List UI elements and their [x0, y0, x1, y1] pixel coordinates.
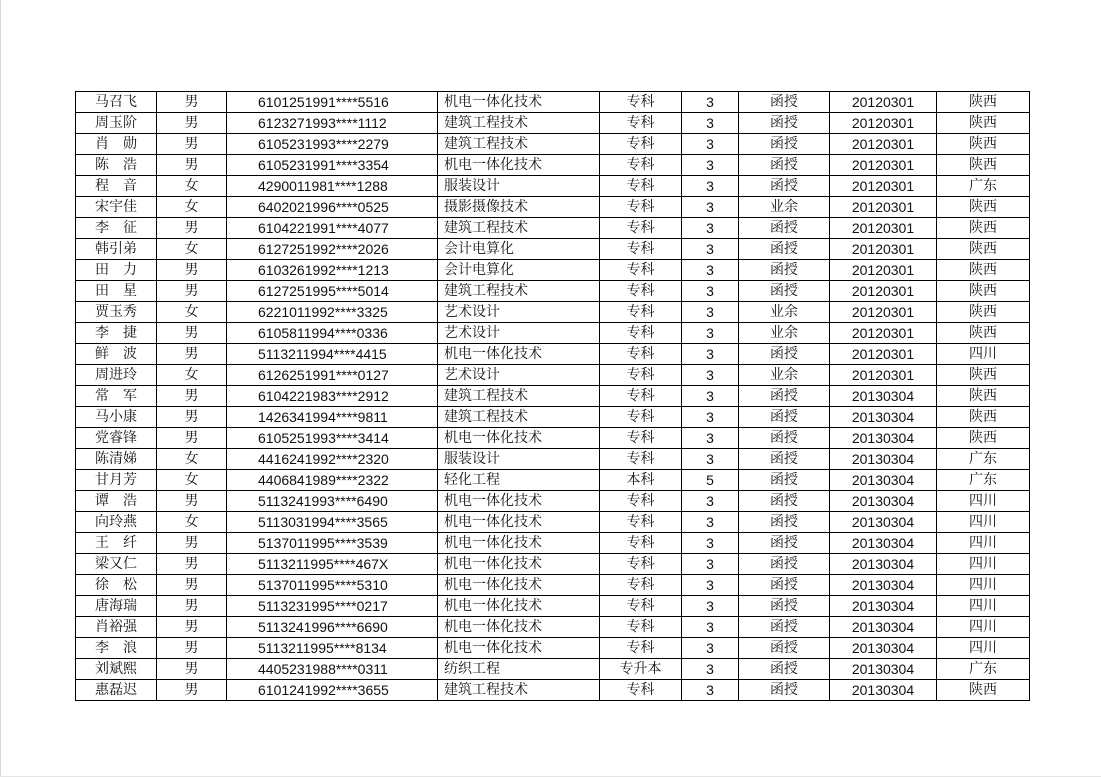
gender-cell: 女	[157, 239, 227, 260]
student-name: 田 星	[76, 281, 157, 302]
study-years-cell: 3	[682, 512, 739, 533]
major-cell: 机电一体化技术	[438, 491, 600, 512]
study-years-cell: 3	[682, 638, 739, 659]
study-years-cell: 3	[682, 155, 739, 176]
education-level-cell: 专科	[600, 428, 682, 449]
table-row	[76, 176, 1030, 197]
enrollment-date-cell: 20120301	[830, 281, 937, 302]
province-cell: 陕西	[937, 197, 1030, 218]
study-mode-cell: 函授	[739, 554, 830, 575]
study-mode-cell: 函授	[739, 134, 830, 155]
education-level-cell: 专科	[600, 92, 682, 113]
id-number-cell: 6123271993****1112	[227, 113, 438, 134]
id-number-cell: 6402021996****0525	[227, 197, 438, 218]
education-level-cell: 专科	[600, 617, 682, 638]
student-name: 常 军	[76, 386, 157, 407]
id-number-cell: 5113241993****6490	[227, 491, 438, 512]
enrollment-date-cell: 20120301	[830, 155, 937, 176]
gender-cell: 男	[157, 617, 227, 638]
education-level-cell: 专科	[600, 680, 682, 701]
study-years-cell: 3	[682, 554, 739, 575]
student-name: 陈清娣	[76, 449, 157, 470]
education-level-cell: 专科	[600, 512, 682, 533]
enrollment-date-cell: 20130304	[830, 512, 937, 533]
enrollment-date-cell: 20130304	[830, 386, 937, 407]
student-name: 向玲燕	[76, 512, 157, 533]
province-cell: 陕西	[937, 680, 1030, 701]
major-cell: 机电一体化技术	[438, 575, 600, 596]
enrollment-date-cell: 20130304	[830, 638, 937, 659]
student-name: 周进玲	[76, 365, 157, 386]
major-cell: 机电一体化技术	[438, 617, 600, 638]
gender-cell: 男	[157, 428, 227, 449]
id-number-cell: 4406841989****2322	[227, 470, 438, 491]
gender-cell: 男	[157, 260, 227, 281]
table-row	[76, 155, 1030, 176]
enrollment-date-cell: 20120301	[830, 197, 937, 218]
gender-cell: 女	[157, 512, 227, 533]
province-cell: 广东	[937, 470, 1030, 491]
student-name: 陈 浩	[76, 155, 157, 176]
id-number-cell: 6221011992****3325	[227, 302, 438, 323]
education-level-cell: 本科	[600, 470, 682, 491]
province-cell: 陕西	[937, 323, 1030, 344]
gender-cell: 男	[157, 680, 227, 701]
study-mode-cell: 业余	[739, 323, 830, 344]
province-cell: 陕西	[937, 365, 1030, 386]
gender-cell: 女	[157, 365, 227, 386]
id-number-cell: 4416241992****2320	[227, 449, 438, 470]
major-cell: 机电一体化技术	[438, 554, 600, 575]
province-cell: 广东	[937, 176, 1030, 197]
province-cell: 四川	[937, 575, 1030, 596]
student-name: 唐海瑞	[76, 596, 157, 617]
enrollment-date-cell: 20130304	[830, 407, 937, 428]
table-row	[76, 344, 1030, 365]
study-mode-cell: 函授	[739, 344, 830, 365]
major-cell: 机电一体化技术	[438, 638, 600, 659]
gender-cell: 女	[157, 302, 227, 323]
province-cell: 广东	[937, 659, 1030, 680]
student-name: 马召飞	[76, 92, 157, 113]
student-name: 李 浪	[76, 638, 157, 659]
education-level-cell: 专科	[600, 302, 682, 323]
student-name: 甘月芳	[76, 470, 157, 491]
education-level-cell: 专科	[600, 365, 682, 386]
table-row	[76, 659, 1030, 680]
enrollment-date-cell: 20130304	[830, 659, 937, 680]
study-years-cell: 3	[682, 533, 739, 554]
student-name: 贾玉秀	[76, 302, 157, 323]
education-level-cell: 专科	[600, 218, 682, 239]
major-cell: 机电一体化技术	[438, 344, 600, 365]
education-level-cell: 专科	[600, 281, 682, 302]
province-cell: 陕西	[937, 218, 1030, 239]
study-mode-cell: 业余	[739, 365, 830, 386]
study-mode-cell: 函授	[739, 155, 830, 176]
major-cell: 轻化工程	[438, 470, 600, 491]
student-roster-table	[75, 91, 1030, 701]
enrollment-date-cell: 20120301	[830, 323, 937, 344]
table-row	[76, 365, 1030, 386]
gender-cell: 男	[157, 533, 227, 554]
study-years-cell: 3	[682, 428, 739, 449]
gender-cell: 男	[157, 659, 227, 680]
study-mode-cell: 业余	[739, 302, 830, 323]
enrollment-date-cell: 20120301	[830, 134, 937, 155]
province-cell: 陕西	[937, 302, 1030, 323]
major-cell: 建筑工程技术	[438, 281, 600, 302]
study-years-cell: 3	[682, 449, 739, 470]
major-cell: 艺术设计	[438, 302, 600, 323]
education-level-cell: 专科	[600, 323, 682, 344]
table-row	[76, 428, 1030, 449]
table-row	[76, 323, 1030, 344]
enrollment-date-cell: 20130304	[830, 680, 937, 701]
enrollment-date-cell: 20120301	[830, 113, 937, 134]
table-row	[76, 239, 1030, 260]
enrollment-date-cell: 20130304	[830, 491, 937, 512]
roster-body	[76, 92, 1030, 701]
study-years-cell: 3	[682, 218, 739, 239]
student-name: 刘斌熙	[76, 659, 157, 680]
education-level-cell: 专升本	[600, 659, 682, 680]
province-cell: 陕西	[937, 92, 1030, 113]
gender-cell: 男	[157, 491, 227, 512]
education-level-cell: 专科	[600, 491, 682, 512]
study-mode-cell: 函授	[739, 680, 830, 701]
major-cell: 会计电算化	[438, 239, 600, 260]
student-name: 韩引弟	[76, 239, 157, 260]
id-number-cell: 6105231993****2279	[227, 134, 438, 155]
major-cell: 机电一体化技术	[438, 428, 600, 449]
enrollment-date-cell: 20120301	[830, 92, 937, 113]
study-years-cell: 3	[682, 617, 739, 638]
major-cell: 机电一体化技术	[438, 155, 600, 176]
education-level-cell: 专科	[600, 449, 682, 470]
major-cell: 机电一体化技术	[438, 512, 600, 533]
id-number-cell: 1426341994****9811	[227, 407, 438, 428]
student-name: 鲜 波	[76, 344, 157, 365]
study-years-cell: 3	[682, 197, 739, 218]
study-mode-cell: 函授	[739, 575, 830, 596]
study-mode-cell: 函授	[739, 659, 830, 680]
id-number-cell: 6101251991****5516	[227, 92, 438, 113]
province-cell: 陕西	[937, 281, 1030, 302]
enrollment-date-cell: 20130304	[830, 596, 937, 617]
table-row	[76, 302, 1030, 323]
study-mode-cell: 函授	[739, 617, 830, 638]
study-mode-cell: 业余	[739, 197, 830, 218]
study-years-cell: 3	[682, 302, 739, 323]
province-cell: 四川	[937, 533, 1030, 554]
province-cell: 陕西	[937, 239, 1030, 260]
study-mode-cell: 函授	[739, 218, 830, 239]
student-name: 宋宇佳	[76, 197, 157, 218]
id-number-cell: 6105811994****0336	[227, 323, 438, 344]
enrollment-date-cell: 20120301	[830, 365, 937, 386]
major-cell: 机电一体化技术	[438, 533, 600, 554]
province-cell: 四川	[937, 554, 1030, 575]
study-years-cell: 3	[682, 281, 739, 302]
table-row	[76, 281, 1030, 302]
student-name: 李 捷	[76, 323, 157, 344]
study-years-cell: 3	[682, 260, 739, 281]
gender-cell: 男	[157, 575, 227, 596]
table-row	[76, 407, 1030, 428]
education-level-cell: 专科	[600, 113, 682, 134]
study-mode-cell: 函授	[739, 470, 830, 491]
study-mode-cell: 函授	[739, 428, 830, 449]
major-cell: 纺织工程	[438, 659, 600, 680]
study-mode-cell: 函授	[739, 281, 830, 302]
province-cell: 陕西	[937, 134, 1030, 155]
education-level-cell: 专科	[600, 155, 682, 176]
enrollment-date-cell: 20120301	[830, 302, 937, 323]
study-years-cell: 5	[682, 470, 739, 491]
student-name: 肖 勋	[76, 134, 157, 155]
table-row	[76, 533, 1030, 554]
id-number-cell: 5137011995****3539	[227, 533, 438, 554]
province-cell: 四川	[937, 491, 1030, 512]
education-level-cell: 专科	[600, 260, 682, 281]
education-level-cell: 专科	[600, 239, 682, 260]
education-level-cell: 专科	[600, 197, 682, 218]
major-cell: 服装设计	[438, 449, 600, 470]
student-name: 惠磊迟	[76, 680, 157, 701]
table-row	[76, 92, 1030, 113]
study-years-cell: 3	[682, 491, 739, 512]
major-cell: 艺术设计	[438, 323, 600, 344]
student-name: 肖裕强	[76, 617, 157, 638]
education-level-cell: 专科	[600, 575, 682, 596]
student-name: 徐 松	[76, 575, 157, 596]
table-row	[76, 470, 1030, 491]
enrollment-date-cell: 20130304	[830, 428, 937, 449]
study-mode-cell: 函授	[739, 386, 830, 407]
study-years-cell: 3	[682, 323, 739, 344]
enrollment-date-cell: 20130304	[830, 470, 937, 491]
enrollment-date-cell: 20130304	[830, 449, 937, 470]
id-number-cell: 6104221991****4077	[227, 218, 438, 239]
id-number-cell: 6105231991****3354	[227, 155, 438, 176]
study-years-cell: 3	[682, 176, 739, 197]
major-cell: 会计电算化	[438, 260, 600, 281]
study-years-cell: 3	[682, 239, 739, 260]
study-years-cell: 3	[682, 407, 739, 428]
study-years-cell: 3	[682, 386, 739, 407]
study-years-cell: 3	[682, 113, 739, 134]
major-cell: 建筑工程技术	[438, 113, 600, 134]
id-number-cell: 6127251995****5014	[227, 281, 438, 302]
province-cell: 四川	[937, 596, 1030, 617]
education-level-cell: 专科	[600, 533, 682, 554]
education-level-cell: 专科	[600, 596, 682, 617]
gender-cell: 女	[157, 470, 227, 491]
table-row	[76, 617, 1030, 638]
gender-cell: 男	[157, 407, 227, 428]
study-mode-cell: 函授	[739, 449, 830, 470]
education-level-cell: 专科	[600, 344, 682, 365]
enrollment-date-cell: 20120301	[830, 239, 937, 260]
study-mode-cell: 函授	[739, 113, 830, 134]
id-number-cell: 6104221983****2912	[227, 386, 438, 407]
table-row	[76, 596, 1030, 617]
gender-cell: 男	[157, 134, 227, 155]
table-row	[76, 680, 1030, 701]
table-row	[76, 512, 1030, 533]
id-number-cell: 6103261992****1213	[227, 260, 438, 281]
province-cell: 陕西	[937, 407, 1030, 428]
province-cell: 陕西	[937, 260, 1030, 281]
study-mode-cell: 函授	[739, 260, 830, 281]
id-number-cell: 5113211995****8134	[227, 638, 438, 659]
student-name: 王 纤	[76, 533, 157, 554]
study-mode-cell: 函授	[739, 596, 830, 617]
student-name: 李 征	[76, 218, 157, 239]
gender-cell: 女	[157, 176, 227, 197]
study-years-cell: 3	[682, 680, 739, 701]
major-cell: 机电一体化技术	[438, 92, 600, 113]
study-years-cell: 3	[682, 365, 739, 386]
gender-cell: 男	[157, 113, 227, 134]
major-cell: 建筑工程技术	[438, 218, 600, 239]
gender-cell: 男	[157, 155, 227, 176]
education-level-cell: 专科	[600, 638, 682, 659]
student-name: 马小康	[76, 407, 157, 428]
major-cell: 建筑工程技术	[438, 680, 600, 701]
study-mode-cell: 函授	[739, 638, 830, 659]
gender-cell: 男	[157, 344, 227, 365]
id-number-cell: 5113211994****4415	[227, 344, 438, 365]
study-mode-cell: 函授	[739, 491, 830, 512]
student-name: 谭 浩	[76, 491, 157, 512]
id-number-cell: 5113031994****3565	[227, 512, 438, 533]
id-number-cell: 6127251992****2026	[227, 239, 438, 260]
study-years-cell: 3	[682, 575, 739, 596]
table-row	[76, 218, 1030, 239]
gender-cell: 男	[157, 596, 227, 617]
student-name: 梁又仁	[76, 554, 157, 575]
student-name: 程 音	[76, 176, 157, 197]
table-row	[76, 386, 1030, 407]
study-mode-cell: 函授	[739, 92, 830, 113]
gender-cell: 男	[157, 554, 227, 575]
gender-cell: 男	[157, 218, 227, 239]
province-cell: 广东	[937, 449, 1030, 470]
study-years-cell: 3	[682, 659, 739, 680]
study-years-cell: 3	[682, 92, 739, 113]
gender-cell: 女	[157, 449, 227, 470]
education-level-cell: 专科	[600, 554, 682, 575]
study-years-cell: 3	[682, 344, 739, 365]
study-years-cell: 3	[682, 596, 739, 617]
study-mode-cell: 函授	[739, 407, 830, 428]
major-cell: 建筑工程技术	[438, 386, 600, 407]
education-level-cell: 专科	[600, 134, 682, 155]
student-name: 周玉阶	[76, 113, 157, 134]
table-row	[76, 260, 1030, 281]
education-level-cell: 专科	[600, 386, 682, 407]
table-row	[76, 134, 1030, 155]
enrollment-date-cell: 20120301	[830, 260, 937, 281]
province-cell: 陕西	[937, 113, 1030, 134]
id-number-cell: 6126251991****0127	[227, 365, 438, 386]
major-cell: 建筑工程技术	[438, 407, 600, 428]
gender-cell: 男	[157, 281, 227, 302]
table-row	[76, 554, 1030, 575]
id-number-cell: 4290011981****1288	[227, 176, 438, 197]
enrollment-date-cell: 20120301	[830, 176, 937, 197]
province-cell: 四川	[937, 512, 1030, 533]
major-cell: 建筑工程技术	[438, 134, 600, 155]
study-mode-cell: 函授	[739, 176, 830, 197]
province-cell: 四川	[937, 617, 1030, 638]
province-cell: 陕西	[937, 428, 1030, 449]
enrollment-date-cell: 20120301	[830, 218, 937, 239]
gender-cell: 女	[157, 197, 227, 218]
study-mode-cell: 函授	[739, 533, 830, 554]
table-row	[76, 113, 1030, 134]
major-cell: 服装设计	[438, 176, 600, 197]
major-cell: 机电一体化技术	[438, 596, 600, 617]
gender-cell: 男	[157, 386, 227, 407]
table-row	[76, 449, 1030, 470]
id-number-cell: 5113211995****467X	[227, 554, 438, 575]
enrollment-date-cell: 20130304	[830, 575, 937, 596]
student-name: 田 力	[76, 260, 157, 281]
major-cell: 艺术设计	[438, 365, 600, 386]
enrollment-date-cell: 20130304	[830, 554, 937, 575]
study-mode-cell: 函授	[739, 512, 830, 533]
province-cell: 四川	[937, 344, 1030, 365]
id-number-cell: 5113241996****6690	[227, 617, 438, 638]
gender-cell: 男	[157, 323, 227, 344]
id-number-cell: 4405231988****0311	[227, 659, 438, 680]
id-number-cell: 5137011995****5310	[227, 575, 438, 596]
student-name: 党睿锋	[76, 428, 157, 449]
province-cell: 陕西	[937, 386, 1030, 407]
study-mode-cell: 函授	[739, 239, 830, 260]
enrollment-date-cell: 20130304	[830, 533, 937, 554]
study-years-cell: 3	[682, 134, 739, 155]
id-number-cell: 5113231995****0217	[227, 596, 438, 617]
table-row	[76, 575, 1030, 596]
id-number-cell: 6101241992****3655	[227, 680, 438, 701]
education-level-cell: 专科	[600, 407, 682, 428]
province-cell: 四川	[937, 638, 1030, 659]
page-left-border	[0, 0, 1, 777]
enrollment-date-cell: 20120301	[830, 344, 937, 365]
enrollment-date-cell: 20130304	[830, 617, 937, 638]
table-row	[76, 638, 1030, 659]
table-row	[76, 197, 1030, 218]
major-cell: 摄影摄像技术	[438, 197, 600, 218]
education-level-cell: 专科	[600, 176, 682, 197]
province-cell: 陕西	[937, 155, 1030, 176]
gender-cell: 男	[157, 638, 227, 659]
gender-cell: 男	[157, 92, 227, 113]
id-number-cell: 6105251993****3414	[227, 428, 438, 449]
table-row	[76, 491, 1030, 512]
